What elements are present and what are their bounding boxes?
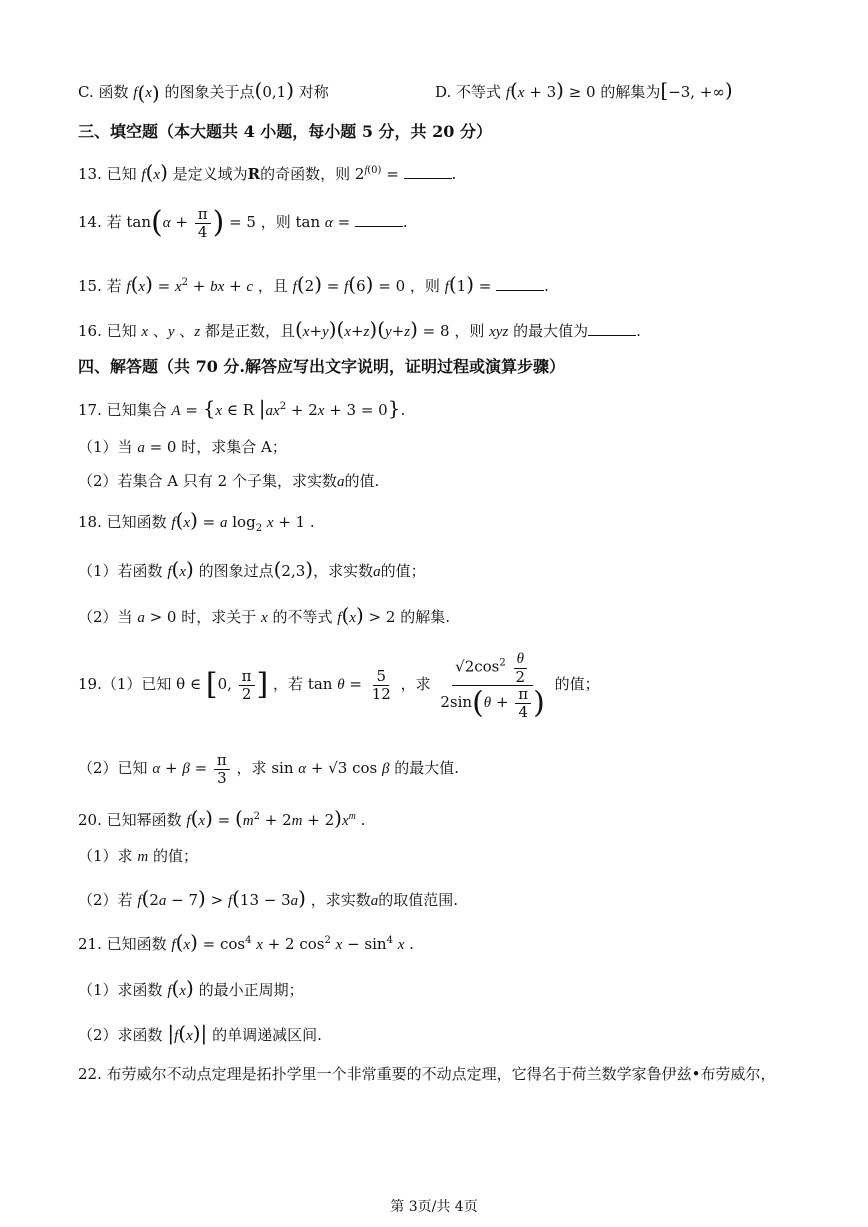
math: f: [133, 85, 138, 101]
question-21: 21. 已知函数 $f(x) = \cos^4 x + 2$ $\cos^2 x - \sin^4 x$ .: [78, 930, 414, 954]
answer-blank: [496, 289, 544, 291]
question-20-part2: （2）若 f(2a − 7) > f(13 − 3a) ，求实数a的取值范围.: [78, 886, 459, 910]
answer-blank: [404, 177, 452, 179]
question-18: 18. 已知函数 f(x) = a $\log_2 x + 1$ .: [78, 508, 315, 534]
q12-d-label: D. 不等式: [435, 83, 502, 101]
question-18-part2: （2）当 a > 0 时，求关于 x 的不等式 f(x) > 2 的解集.: [78, 603, 450, 627]
section-3-heading: 三、填空题（本大题共 4 小题，每小题 5 分，共 20 分）: [78, 122, 492, 141]
page-footer: 第 3页/共 4页: [390, 1199, 478, 1215]
question-14: 14. 若 tan(α + $\frac{\pi}{4}$ ) = 5 ，则 tan α = .: [78, 205, 408, 241]
answer-blank: [588, 334, 636, 336]
question-17: 17. 已知集合 A = {x ∈ R $|ax^2 + 2x + 3 = 0$}.: [78, 396, 406, 420]
question-19: 19.（1）已知 θ ∈ [0, $\frac{\pi}{2}$ ] ，若 tan θ = $\frac{5}{12}$ ，求 $√2\cos^2$ $\frac{\theta}{2}$ 2sin(θ + $\frac{\pi}{4}$ ) 的值；: [78, 651, 600, 721]
q12-d-tail: 的解集为: [600, 83, 661, 101]
q12-c-end: 对称: [298, 83, 329, 101]
question-21-part2: （2）求函数 |f(x)| 的单调递减区间.: [78, 1021, 322, 1045]
question-15: 15. 若 $f(x) = x^2$ + bx + c ，且 f(2) = f(6) = 0 ，则 f(1) = .: [78, 272, 549, 296]
question-18-part1: （1）若函数 f(x) 的图象过点(2,3)，求实数a的值；: [78, 557, 426, 581]
question-17-part2: （2）若集合 A 只有 2 个子集，求实数a的值.: [78, 472, 380, 490]
section-4-heading: 四、解答题（共 70 分.解答应写出文字说明，证明过程或演算步骤）: [78, 357, 565, 376]
q12-option-d: D. 不等式 f(x + 3) ≥ 0 的解集为[−3, +∞): [435, 78, 733, 102]
q12-c-label: C. 函数: [78, 83, 129, 101]
question-17-part1: （1）当 a = 0 时，求集合 A；: [78, 438, 287, 456]
question-22: 22. 布劳威尔不动点定理是拓扑学里一个非常重要的不动点定理，它得名于荷兰数学家鲁伊兹•布劳威尔，: [78, 1065, 776, 1083]
question-13: 13. 已知 f(x) 是定义域为R的奇函数，则 $2^{f(0)}$ = .: [78, 160, 457, 184]
question-20-part1: （1）求 m 的值；: [78, 847, 198, 865]
question-19-part2: （2）已知 α + β = $\frac{\pi}{3}$ ，求 sin α + √3 cos β 的最大值.: [78, 751, 460, 787]
question-21-part1: （1）求函数 f(x) 的最小正周期；: [78, 976, 304, 1000]
question-16: 16. 已知 x 、y 、z 都是正数，且(x+y)(x+z)(y+z) = 8 ，则 xyz 的最大值为 .: [78, 317, 641, 341]
answer-blank: [355, 225, 403, 227]
q12-option-c: C. 函数 f(x) 的图象关于点(0,1) 对称: [78, 78, 329, 105]
q12-c-tail: 的图象关于点: [164, 83, 255, 101]
question-20: 20. 已知幂函数 $f(x) = (m^2 + 2m + 2)x^m$ .: [78, 806, 366, 830]
